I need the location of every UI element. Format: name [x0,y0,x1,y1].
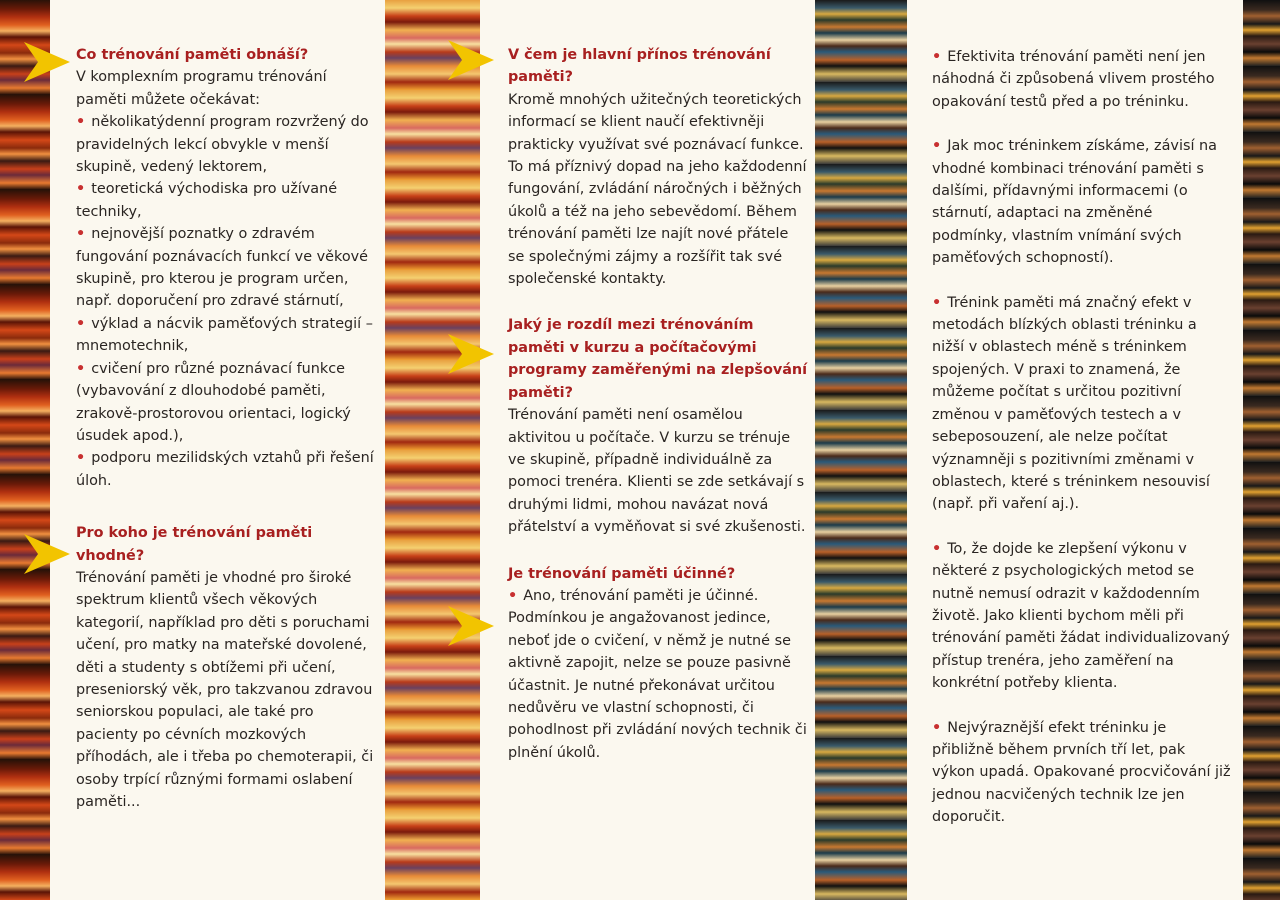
section-heading: V čem je hlavní přínos trénování paměti? [508,47,771,86]
column-left [76,44,376,813]
section-course-vs-computer [508,314,808,538]
section-effectiveness [508,563,808,765]
section-text: Trénování paměti není osamělou aktivitou u počítače. V kurzu se trénuje ve skupině, případně individuálně za pomoci trenéra. Klienti se zde setkávají s druhými lidmi, mohou navázat nová přátelství a vyměňovat si své zkušenosti. [508,407,806,536]
list-item: • To, že dojde ke zlepšení výkonu v některé z psychologických metod se nutně nemusí odrazit v každodenním životě. Jako klienti bychom měli při trénování paměti žádat individualizovaný přístup trenéra, jeho zaměření na konkrétní potřeby klienta. [932,540,1230,692]
bullet-dot-icon: • [932,138,942,155]
bullet-dot-icon: • [76,315,86,332]
column-right [932,46,1232,829]
section-heading: Je trénování paměti účinné? [508,565,736,582]
bullet-dot-icon: • [76,181,86,198]
section-main-benefit [508,44,808,290]
section-text: Kromě mnohých užitečných teoretických informací se klient naučí efektivněji prakticky využívat své poznávací funkce. To má příznivý dopad na jeho každodenní fungování, zvládání náročných i běžných úkolů a též na jeho sebevědomí. Během trénování paměti lze najít nové přátele se společnými zájmy a rozšířit tak své společenské kontakty. [508,91,807,288]
section-heading: Pro koho je trénování paměti vhodné? [76,525,313,564]
bullet-dot-icon: • [932,294,942,311]
list-item: • Nejvýraznější efekt tréninku je přibližně během prvních tří let, pak výkon upadá. Opakované procvičování již jednou nacvičených technik lze jen doporučit. [932,719,1231,826]
list-item: • Jak moc tréninkem získáme, závisí na vhodné kombinaci trénování paměti s dalšími, přídavnými informacemi (o stárnutí, adaptaci na změněné podmínky, vlastním vnímání svých paměťových schopností). [932,138,1217,267]
arrow-chevron-icon [22,40,72,84]
list-item: • Ano, trénování paměti je účinné. Podmínkou je angažovanost jedince, neboť jde o cvičení, v němž je nutné se aktivně zapojit, nelze se pouze pasivně účastnit. Je nutné překonávat určitou nedůvěru ve vlastní schopnosti, či pohodlnost při zvládání nových technik či plnění úkolů. [508,587,807,761]
bullet-dot-icon: • [76,450,86,467]
list-item: • podporu mezilidských vztahů při řešení úloh. [76,450,374,489]
arrow-chevron-icon [446,38,496,82]
section-heading: Jaký je rozdíl mezi trénováním paměti v kurzu a počítačovými programy zaměřenými na zlepšování paměti? [508,317,808,401]
column-middle [508,44,808,764]
decorative-stripe-left [0,0,50,900]
decorative-stripe-right [1243,0,1280,900]
arrow-chevron-icon [446,604,496,648]
decorative-stripe-middle-1 [385,0,480,900]
section-intro: V komplexním programu trénování paměti můžete očekávat: [76,69,327,108]
list-item: • nejnovější poznatky o zdravém fungování poznávacích funkcí ve věkové skupině, pro kterou je program určen, např. doporučení pro zdravé stárnutí, [76,226,368,310]
bullet-dot-icon: • [932,540,942,557]
section-for-whom [76,522,376,813]
bullet-dot-icon: • [76,114,86,131]
bullet-dot-icon: • [76,226,86,243]
list-item: • Trénink paměti má značný efekt v metodách blízkých oblasti tréninku a nižší v oblastech méně s tréninkem spojených. V praxi to znamená, že můžeme počítat s určitou pozitivní změnou v paměťových testech a v sebeposouzení, ale nelze počítat významněji s pozitivními změnami v oblastech, které s tréninkem nesouvisí (např. při vaření aj.). [932,294,1210,513]
section-text: Trénování paměti je vhodné pro široké spektrum klientů všech věkových kategorií, například pro děti s poruchami učení, pro matky na mateřské dovolené, děti a studenty s obtížemi při učení, preseniorský věk, pro takzvanou zdravou seniorskou populaci, ale také pro pacienty po cévních mozkových příhodách, ale i třeba po chemoterapii, či osoby trpící různými formami oslabení paměti... [76,569,374,810]
section-heading: Co trénování paměti obnáší? [76,47,309,63]
list-item: • několikatýdenní program rozvržený do pravidelných lekcí obvykle v menší skupině, vedený lektorem, [76,114,369,176]
bullet-dot-icon: • [76,360,86,377]
section-what-it-involves [76,44,376,492]
list-item: • teoretická východiska pro užívané techniky, [76,181,338,220]
list-item: • Efektivita trénování paměti není jen náhodná či způsobená vlivem prostého opakování testů před a po tréninku. [932,49,1215,110]
arrow-chevron-icon [446,332,496,376]
list-item: • výklad a nácvik paměťových strategií – mnemotechnik, [76,315,373,355]
bullet-dot-icon: • [932,49,942,65]
bullet-dot-icon: • [932,719,942,736]
bullet-dot-icon: • [508,587,518,604]
list-item: • cvičení pro různé poznávací funkce (vybavování z dlouhodobé paměti, zrakově-prostorovou orientaci, logický úsudek apod.), [76,360,351,444]
arrow-chevron-icon [22,532,72,576]
decorative-stripe-middle-2 [815,0,907,900]
